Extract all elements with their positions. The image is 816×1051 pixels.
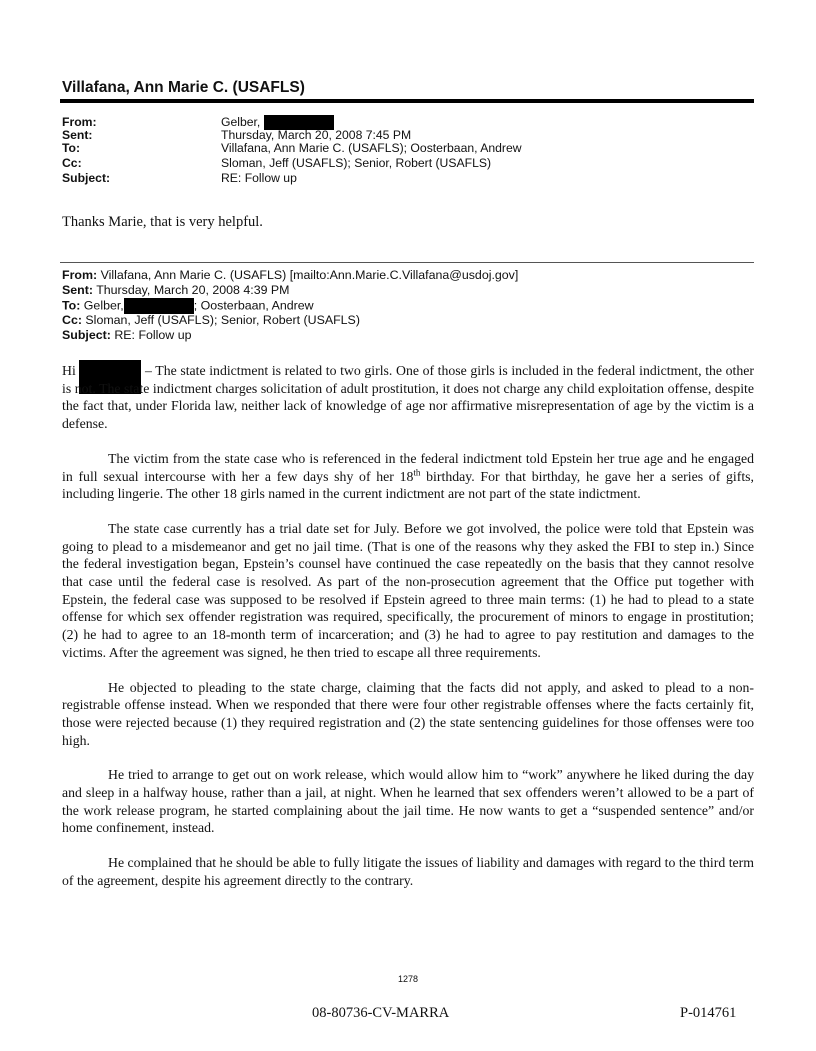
fwd-sent-label: Sent: bbox=[62, 283, 93, 297]
body-paragraph-2 bbox=[62, 450, 754, 503]
fwd-to-row bbox=[62, 298, 314, 314]
from-name: Gelber, bbox=[221, 115, 261, 129]
fwd-to-value-rest: ; Oosterbaan, Andrew bbox=[193, 298, 314, 313]
fwd-cc-value: Sloman, Jeff (USAFLS); Senior, Robert (USAFLS) bbox=[85, 313, 360, 327]
forward-divider bbox=[60, 262, 754, 263]
page-number: 1278 bbox=[398, 974, 419, 984]
redaction-box bbox=[124, 298, 194, 314]
body-paragraph-4: He objected to pleading to the state charge, claiming that the facts did not apply, and asked to plead to a non-registrable offense instead. When we responded that there were four other registrable offenses where the facts certainly fit, those were rejected because (1) they required registration and (2) the state sentencing guidelines for those offenses were too high. bbox=[62, 679, 754, 748]
fwd-sent-value: Thursday, March 20, 2008 4:39 PM bbox=[96, 283, 290, 297]
paragraph-text: birthday. For that birthday, he gave her a series of gifts, including lingerie. The other 18 girls named in the current indictment are not part of the state indictment. bbox=[62, 468, 754, 502]
to-label: To: bbox=[62, 141, 81, 155]
bates-number: P-014761 bbox=[680, 1005, 737, 1021]
superscript: th bbox=[413, 466, 421, 477]
cc-label: Cc: bbox=[62, 156, 82, 170]
reply-text: Thanks Marie, that is very helpful. bbox=[62, 214, 263, 230]
case-number: 08-80736-CV-MARRA bbox=[312, 1005, 450, 1021]
paragraph-text: – The state indictment is related to two girls. One of those girls is included in the federal indictment, the other is not. The state indictment charges solicitation of adult prostitution, it does not charge any child exploitation offense, despite the fact that, under Florida law, neither lack of knowledge of age nor affirmative misrepresentation of age by the victim is a defense. bbox=[62, 363, 754, 432]
fwd-subject-row bbox=[62, 328, 191, 343]
paragraph-text: The victim from the state case who is referenced in the federal indictment told Epstein her true age and he engaged in full sexual intercourse with her a few days shy of her 18 bbox=[62, 450, 754, 484]
fwd-to-label: To: bbox=[62, 298, 81, 313]
fwd-sent-row bbox=[62, 283, 290, 298]
sent-value: Thursday, March 20, 2008 7:45 PM bbox=[221, 128, 412, 142]
cc-value: Sloman, Jeff (USAFLS); Senior, Robert (USAFLS) bbox=[221, 156, 492, 170]
fwd-from-value: Villafana, Ann Marie C. (USAFLS) [mailto:Ann.Marie.C.Villafana@usdoj.gov] bbox=[100, 268, 519, 282]
fwd-subject-label: Subject: bbox=[62, 328, 111, 342]
body-paragraph-1 bbox=[62, 362, 754, 433]
body-paragraph-6: He complained that he should be able to fully litigate the issues of liability and damages with regard to the third term of the agreement, despite his agreement directly to the contrary. bbox=[62, 855, 754, 888]
to-value: Villafana, Ann Marie C. (USAFLS); Oosterbaan, Andrew bbox=[221, 141, 522, 155]
from-label: From: bbox=[62, 115, 97, 129]
subject-value: RE: Follow up bbox=[221, 171, 297, 185]
fwd-cc-label: Cc: bbox=[62, 313, 82, 327]
title-divider bbox=[60, 99, 754, 103]
fwd-subject-value: RE: Follow up bbox=[114, 328, 192, 342]
fwd-to-value-name: Gelber, bbox=[83, 298, 124, 313]
body-paragraph-5: He tried to arrange to get out on work release, which would allow him to “work” anywhere he liked during the day and sleep in a halfway house, rather than a jail, at night. When he learned that sex offenders weren’t allowed to be a part of the work release program, he started complaining about the jail time. He now wants to get a “suspended sentence” and/or home confinement, instead. bbox=[62, 767, 754, 836]
email-body bbox=[62, 362, 754, 907]
sent-label: Sent: bbox=[62, 128, 93, 142]
fwd-cc-row bbox=[62, 313, 360, 328]
greeting: Hi bbox=[62, 363, 76, 378]
body-paragraph-3: The state case currently has a trial date set for July. Before we got involved, the police were told that Epstein was going to plead to a misdemeanor and get no jail time. (That is one of the reasons why they asked the FBI to step in.) Since the federal investigation began, Epstein’s counsel have continued the case repeatedly on the basis that they cannot resolve that case until the federal case is resolved. As part of the non-prosecution agreement that the Office put together with Epstein, the federal case was supposed to be resolved if Epstein agreed to three main terms: (1) he had to plead to a state offense for which sex offender registration was required, specifically, the procurement of minors to engage in prostitution; (2) he had to agree to an 18-month term of incarceration; and (3) he had to agree to pay restitution and damages to the victims. After the agreement was signed, he then tried to escape all three requirements. bbox=[62, 520, 754, 660]
subject-label: Subject: bbox=[62, 171, 111, 185]
email-title: Villafana, Ann Marie C. (USAFLS) bbox=[62, 79, 305, 96]
fwd-from-row bbox=[62, 268, 518, 283]
fwd-from-label: From: bbox=[62, 268, 98, 282]
